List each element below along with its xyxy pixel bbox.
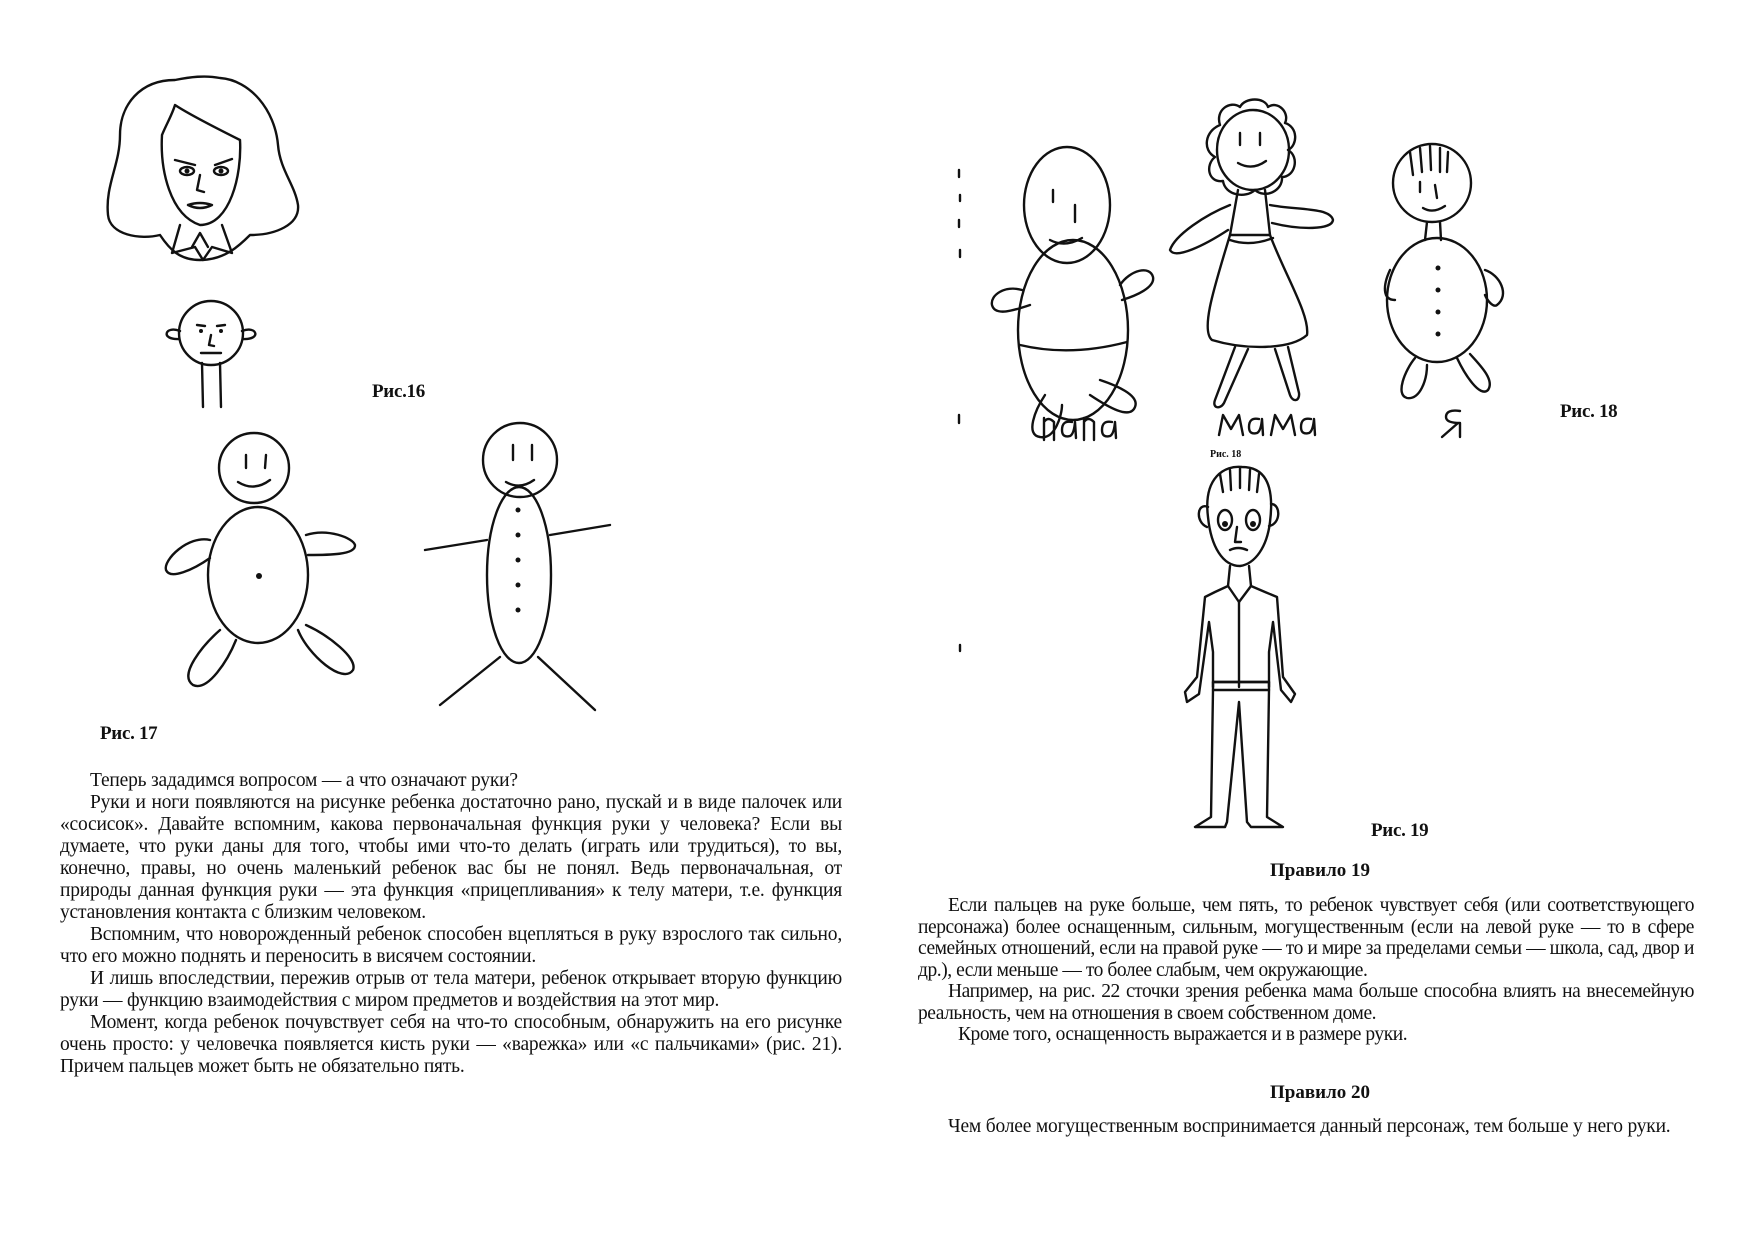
fig17-caption: Рис. 17	[100, 723, 158, 744]
fig17-round-figure-drawing	[158, 430, 358, 700]
left-paragraph: Вспомним, что новорожденный ребенок способен вцепляться в руку взрослого так сильно, что его можно поднять и переносить в висячем состоянии.	[60, 924, 842, 967]
rule19-paragraph: Кроме того, оснащенность выражается и в размере руки.	[958, 1024, 1408, 1045]
rule19-title: Правило 19	[1270, 860, 1370, 881]
scan-edge-marks	[955, 165, 965, 685]
fig18-ya-drawing	[1385, 140, 1510, 405]
fig19-caption: Рис. 19	[1371, 820, 1429, 841]
rule19-body-text	[918, 895, 1694, 1046]
left-paragraph: И лишь впоследствии, пережив отрыв от тела матери, ребенок открывает вторую функцию руки — функцию взаимодействия с миром предметов и воздействия на этот мир.	[60, 968, 842, 1011]
rule19-paragraph: Если пальцев на руке больше, чем пять, то ребенок чувствует себя (или соответствующего персонажа) более оснащенным, сильным, могущественным (если на левой руке — то в сфере семейных отношений, если на правой руке — то и мире за пределами семьи — школа, сад, двор и др.), если меньше — то более слабым, чем окружающие.	[918, 895, 1694, 981]
fig16-boy-drawing	[155, 295, 265, 410]
fig18-mama-label-handwriting	[1215, 405, 1325, 445]
fig18-mama-drawing	[1160, 95, 1335, 425]
rule20-paragraph: Чем более могущественным воспринимается данный персонаж, тем больше у него руки.	[948, 1116, 1671, 1137]
fig18-papa-label-handwriting	[1040, 408, 1140, 448]
fig18-papa-drawing	[990, 145, 1155, 445]
left-body-text	[60, 770, 842, 1078]
fig19-man-drawing	[1175, 462, 1315, 837]
rule20-title: Правило 20	[1270, 1082, 1370, 1103]
fig18-caption: Рис. 18	[1560, 401, 1618, 422]
fig16-caption: Рис.16	[372, 381, 425, 402]
rule19-paragraph: Например, на рис. 22 сточки зрения ребенка мама больше способна влиять на внесемейную реальность, чем на отношения в своем собственном доме.	[918, 981, 1694, 1024]
left-paragraph: Руки и ноги появляются на рисунке ребенка достаточно рано, пускай и в виде палочек или «сосисок». Давайте вспомним, какова первоначальная функция руки у человека? Если вы думаете, что руки даны для того, чтобы ими что-то делать (играть или трудиться), то вы, конечно, правы, но очень маленький ребенок вас бы не понял. Ведь первоначальная, от природы данная функция руки — эта функция «прицепливания» к телу матери, т.е. функция установления контакта с близким человеком.	[60, 792, 842, 923]
left-paragraph: Теперь зададимся вопросом — а что означают руки?	[90, 770, 518, 791]
fig18-small-caption: Рис. 18	[1210, 449, 1242, 460]
fig16-woman-drawing	[100, 75, 310, 275]
fig17-stick-figure-drawing	[420, 420, 615, 715]
left-paragraph: Момент, когда ребенок почувствует себя на что-то способным, обнаружить на его рисунке очень просто: у человечка появляется кисть руки — «варежка» или «с пальчиками» (рис. 21). Причем пальцев может быть не обязательно пять.	[60, 1012, 842, 1077]
rule20-body-text	[918, 1116, 1694, 1138]
fig18-ya-label-handwriting	[1432, 405, 1472, 441]
